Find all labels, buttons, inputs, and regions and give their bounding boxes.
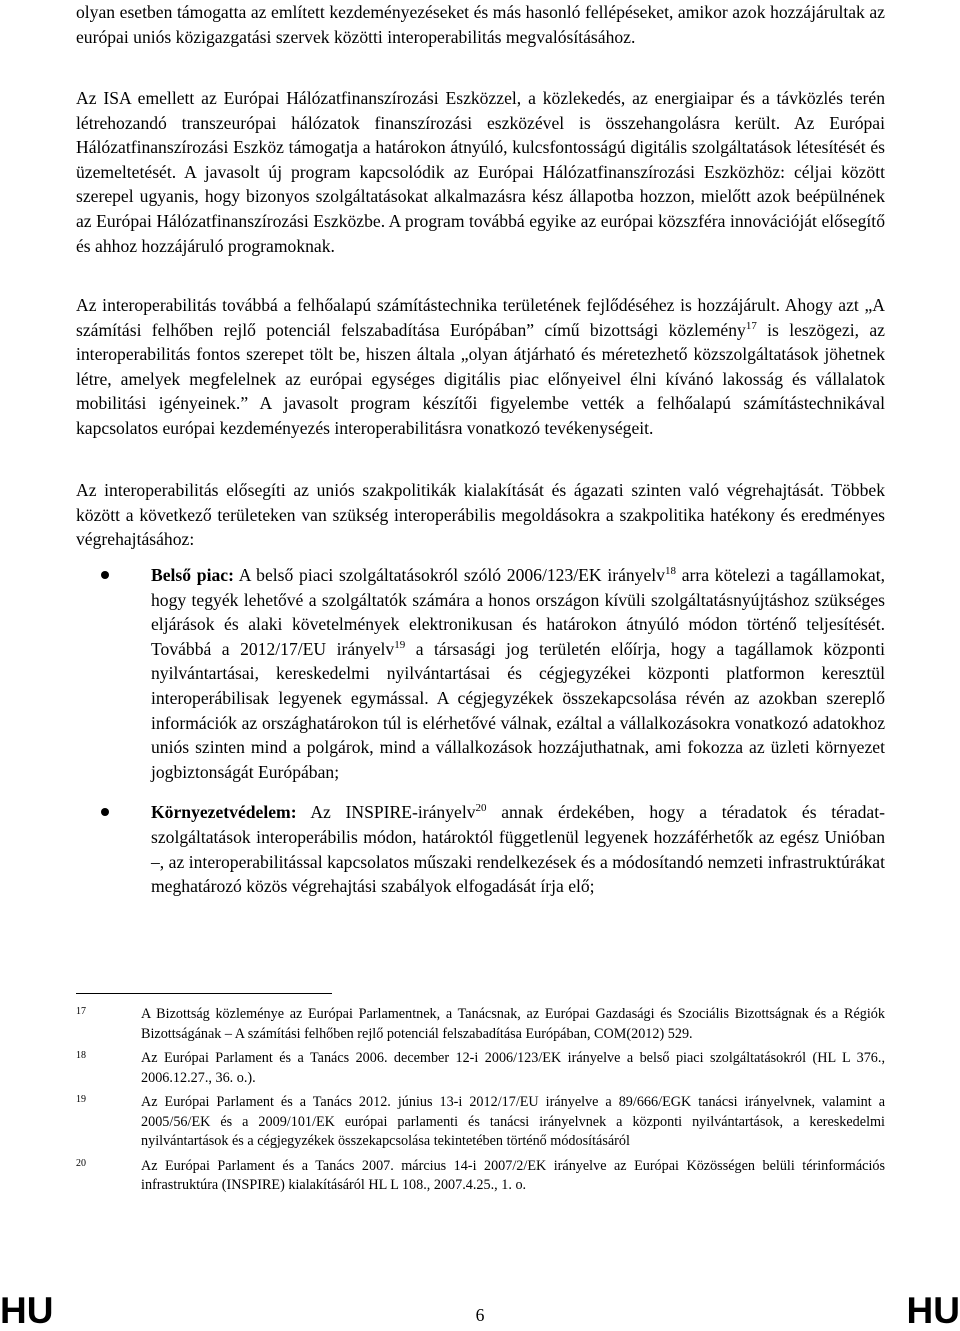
- bullet-title: Belső piac:: [151, 565, 234, 585]
- bullet-text: annak érdekében, hogy a téradatok és téradat-szolgáltatások interoperábilis módon, határoktól függetlenül legyenek hozzáférhetők az egész Unióban –, az interoperabilitással kapcsolatos műszaki rendelkezések és a módosítandó nemzeti infrastruktúrákat meghatározó közös végrehajtási szabályok elfogadását írja elő;: [151, 802, 885, 897]
- footnote-text: Az Európai Parlament és a Tanács 2006. december 12-i 2006/123/EK irányelve a belső piaci szolgáltatásokról (HL L 376., 2006.12.27., 36. o.).: [141, 1050, 885, 1086]
- footnote-17: [76, 1005, 885, 1044]
- paragraph-3-text-b: is leszögezi, az interoperabilitás fontos szerepet tölt be, hiszen általa „olyan átjárható és méretezhető közszolgáltatások jöhetnek létre, amelyek megfelelnek az európai egységes digitális piac előnyeivel élni kívánó lakosság és vállalatok mobilitási igényeinek.” A javasolt program készítői figyelembe vették a felhőalapú számítástechnikával kapcsolatos európai kezdeményezés interoperabilitásra vonatkozó tevékenységeit.: [76, 319, 885, 438]
- footer-language-right: HU: [906, 1290, 960, 1331]
- bullet-text: arra kötelezi a tagállamokat, hogy tegyék lehetővé a szolgáltatók számára a honos országon kívüli szolgáltatásnyújtáshoz szükséges eljárások és alaki követelmények elektronikusan és határokon átnyúló módon történő teljesítését. Továbbá a 2012/17/EU irányelv: [151, 565, 885, 659]
- bullet-item-environment: [76, 800, 885, 898]
- footnote-18: [76, 1049, 885, 1088]
- footnote-number: 19: [76, 1094, 86, 1105]
- bullet-title: Környezetvédelem:: [151, 802, 297, 823]
- footnote-ref-20[interactable]: 20: [475, 802, 487, 815]
- paragraph-4: Az interoperabilitás elősegíti az uniós szakpolitikák kialakítását és ágazati szinten való végrehajtását. Többek között a következő területeken van szükség interoperábilis megoldásokra a szakpolitika hatékony és eredményes végrehajtásához:: [76, 480, 885, 550]
- bullet-list: [76, 563, 885, 899]
- footnote-text: A Bizottság közleménye az Európai Parlamentnek, a Tanácsnak, az Európai Gazdasági és Szociális Bizottságnak és a Régiók Bizottságának – A számítási felhőben rejlő potenciál felszabadítása Európában, COM(2012) 529.: [141, 1006, 885, 1042]
- footnote-number: 20: [76, 1157, 86, 1169]
- footnote-text: Az Európai Parlament és a Tanács 2012. június 13-i 2012/17/EU irányelve a 89/666/EGK tanácsi irányelvnek, valamint a 2005/56/EK és a 2009/101/EK európai parlamenti és tanácsi irányelvnek a központi nyilvántartások, a kereskedelmi nyilvántartások és a cégjegyzékek összekapcsolása tekintetében történő módosításáról: [141, 1094, 885, 1149]
- bullet-icon: [101, 571, 109, 579]
- footnote-text: Az Európai Parlament és a Tanács 2007. március 14-i 2007/2/EK irányelve az Európai Közösségen belüli térinformációs infrastruktúra (INSPIRE) kialakításáról HL L 108., 2007.4.25., 1. o.: [141, 1157, 885, 1193]
- paragraph-2: Az ISA emellett az Európai Hálózatfinanszírozási Eszközzel, a közlekedés, az energiaipar és a távközlés terén létrehozandó transzeurópai hálózatok finanszírozási eszközével is összehangolásra került. Az Európai Hálózatfinanszírozási Eszköz támogatja a határokon átnyúló, kulcsfontosságú digitális szolgáltatások létesítését és üzemeltetését. A javasolt új program kapcsolódik az Európai Hálózatfinanszírozási Eszközhöz: céljai között szerepel ugyanis, hogy bizonyos szolgáltatásokat alkalmazásra kész állapotba hozzon, mielőtt azok beépülnének az Európai Hálózatfinanszírozási Eszközbe. A program továbbá egyike az európai közszféra innovációját elősegítő és ahhoz hozzájáruló programoknak.: [76, 88, 885, 256]
- footnote-20: [76, 1157, 885, 1196]
- footnote-ref-17[interactable]: 17: [745, 319, 757, 332]
- paragraph-3: [76, 293, 885, 441]
- footnotes: [76, 1000, 885, 1196]
- footnote-ref-18[interactable]: 18: [664, 565, 676, 577]
- bullet-text: A belső piaci szolgáltatásokról szóló 2006/123/EK irányelv: [233, 565, 665, 585]
- footnote-number: 17: [76, 1006, 86, 1017]
- paragraph-3-text-a: Az interoperabilitás továbbá a felhőalapú számítástechnika területének fejlődéséhez is hozzájárult. Ahogy azt „A számítási felhőben rejlő potenciál felszabadítása Európában” című bizottsági közlemény: [76, 295, 885, 340]
- footnote-separator: [76, 993, 332, 994]
- footnote-ref-19[interactable]: 19: [394, 638, 406, 651]
- paragraph-1: olyan esetben támogatta az említett kezdeményezéseket és más hasonló fellépéseket, amikor azok hozzájárultak az európai uniós közigazgatási szervek közötti interoperabilitás megvalósításához.: [76, 2, 885, 47]
- page-number: 6: [475, 1305, 485, 1325]
- footnote-number: 18: [76, 1050, 86, 1061]
- footer-language-left: HU: [0, 1290, 54, 1331]
- footnote-19: [76, 1093, 885, 1152]
- bullet-icon: [101, 808, 109, 816]
- bullet-text: a társasági jog területén előírja, hogy a tagállamok központi nyilvántartásai, kereskedelmi nyilvántartásai és cégjegyzékei központi platformon keresztül interoperábilisak legyenek egymással. A cégjegyzékek összekapcsolása révén az azokban szereplő információk az országhatárokon túl is elérhetővé válnak, ezáltal a vállalkozásokra vonatkozó adatokhoz uniós szinten mind a polgárok, mind a vállalkozások hozzájuthatnak, ami fokozza az üzleti környezet jogbiztonságát Európában;: [151, 638, 886, 782]
- bullet-item-internal-market: [76, 563, 885, 784]
- bullet-text: Az INSPIRE-irányelv: [296, 802, 476, 823]
